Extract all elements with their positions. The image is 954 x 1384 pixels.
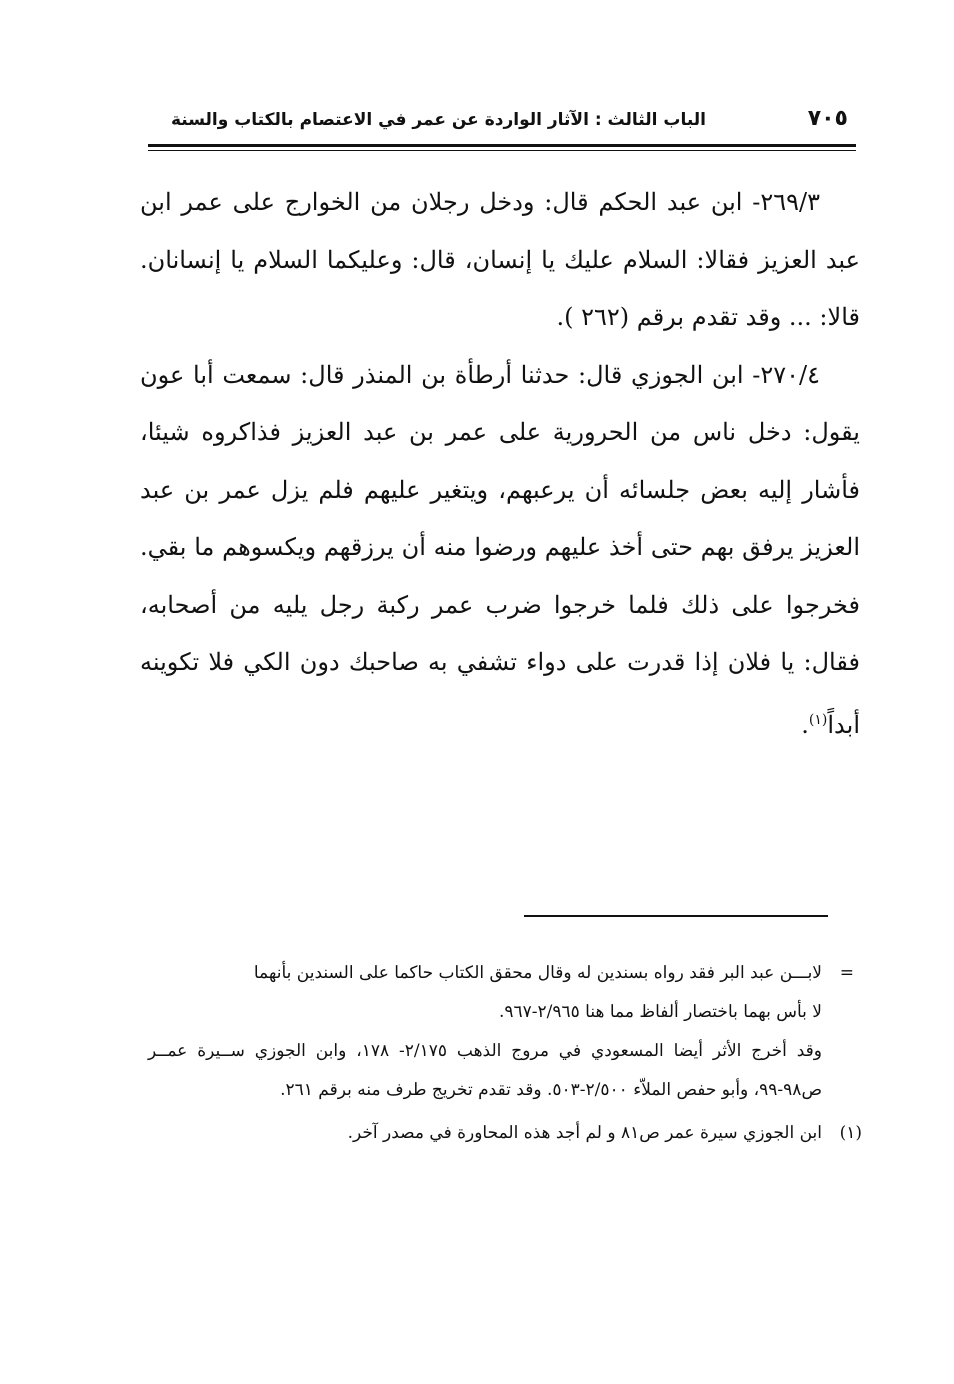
paragraph-270-period: . — [801, 710, 809, 739]
paragraph-270-text: ٢٧٠/٤- ابن الجوزي قال: حدثنا أرطأة بن المنذر قال: سمعت أبا عون يقول: دخل ناس من الحرورية على عمر بن عبد العزيز فذاكروه شيئا، فأشار إليه بعض جلسائه أن يرعبهم، ويتغير عليهم فلم يزل عمر بن عبد العزيز يرفق بهم حتى أخذ عليهم ورضوا منه أن يرزقهم ويكسوهم ما بقي. فخرجوا على ذلك فلما خرجوا ضرب عمر ركبة رجل يليه من أصحابه، فقال: يا فلان إذا قدرت على دواء تشفي به صاحبك دون الكي فلا تكوينه أبداً — [140, 360, 860, 739]
running-header — [148, 108, 856, 142]
footnote-continuation-paragraph: وقد أخرج الأثر أيضا المسعودي في مروج الذهب ٢/١٧٥- ١٧٨، وابن الجوزي ســيرة عمــر ص٩٨-٩٩، وأبو حفص الملاّء ٢/٥٠٠-٥٠٣. وقد تقدم تخريج طرف منه برقم ٢٦١. — [148, 1041, 822, 1100]
continuation-marker: = — [839, 963, 854, 983]
footnote-continuation-line: لابـــن عبد البر فقد رواه بسندين له وقال محقق الكتاب حاكما على السندين بأنهما — [253, 963, 822, 983]
footnote-continuation — [148, 954, 862, 1110]
footnote-1-text: ابن الجوزي سيرة عمر ص٨١ و لم أجد هذه المحاورة في مصدر آخر. — [347, 1123, 822, 1143]
footnote-1-marker: (١) — [839, 1123, 862, 1143]
chapter-title: الباب الثالث : الآثار الواردة عن عمر في الاعتصام بالكتاب والسنة — [170, 110, 706, 130]
paragraph-270 — [140, 347, 860, 755]
footnote-separator — [524, 915, 828, 917]
footnotes — [148, 954, 862, 1153]
page-number: ٧٠٥ — [807, 106, 848, 131]
main-text — [140, 174, 860, 754]
footnote-reference: (١) — [808, 711, 828, 728]
header-rule-thin — [148, 150, 856, 151]
header-rule-thick — [148, 144, 856, 147]
footnote-continuation-line: لا بأس بهما باختصار ألفاظ مما هنا ٢/٩٦٥-٩٦٧. — [498, 1002, 822, 1022]
paragraph-269: ٢٦٩/٣- ابن عبد الحكم قال: ودخل رجلان من الخوارج على عمر ابن عبد العزيز فقالا: السلام عليك يا إنسان، قال: وعليكما السلام يا إنسانان. قالا: ... وقد تقدم برقم (٢٦٢ ). — [140, 188, 860, 331]
footnote-1 — [148, 1114, 862, 1153]
